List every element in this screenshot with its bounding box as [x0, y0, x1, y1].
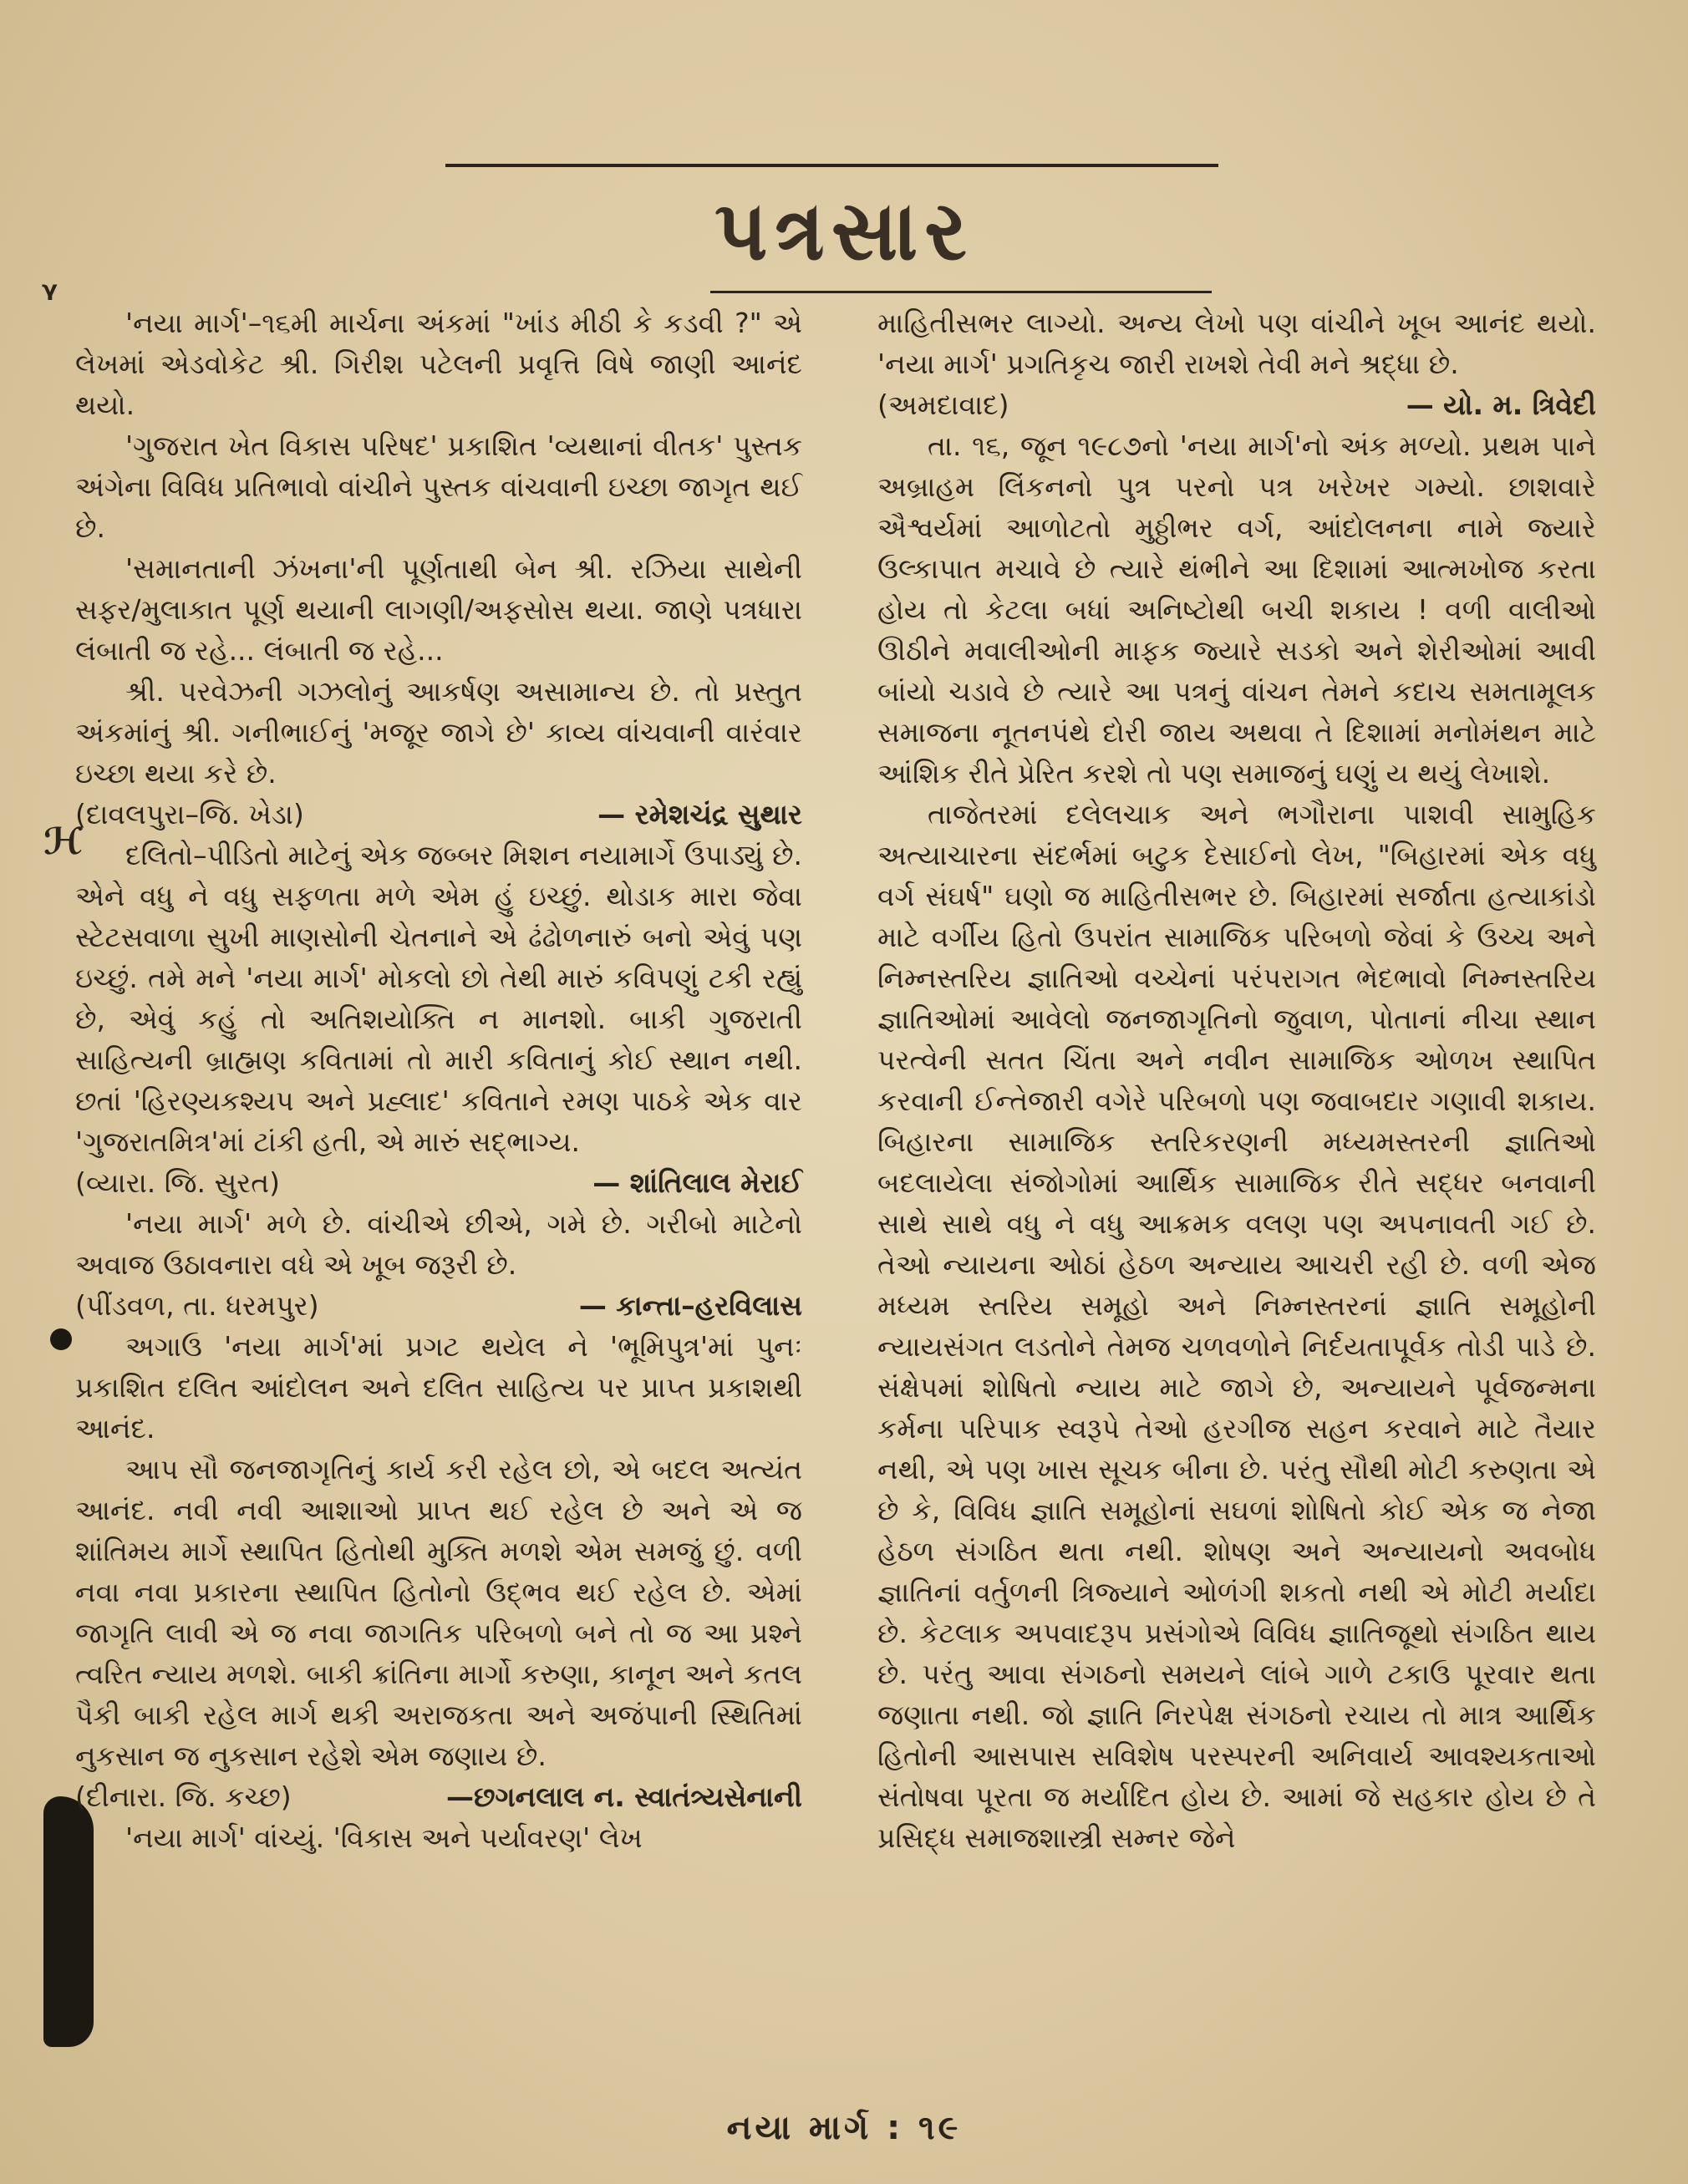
- signature-name: — યો. મ. ત્રિવેદી: [1406, 389, 1596, 421]
- letter-signature: [75, 1162, 802, 1203]
- letter-paragraph: 'નયા માર્ગ' મળે છે. વાંચીએ છીએ, ગમે છે. ગરીબો માટેનો અવાજ ઉઠાવનારા વધે એ ખૂબ જરૂરી છે.: [75, 1207, 802, 1281]
- signature-place: (દીનારા. જિ. કચ્છ): [75, 1780, 292, 1813]
- letter-paragraph: 'ગુજરાત ખેત વિકાસ પરિષદ' પ્રકાશિત 'વ્યથાનાં વીતક' પુસ્તક અંગેના વિવિધ પ્રતિભાવો વાંચીને પુસ્તક વાંચવાની ઇચ્છા જાગૃત થઈ છે.: [75, 429, 802, 544]
- letter-paragraph: 'સમાનતાની ઝંખના'ની પૂર્ણતાથી બેન શ્રી. રઝિયા સાથેની સફર/મુલાકાત પૂર્ણ થયાની લાગણી/અફસોસ થયા. જાણે પત્રધારા લંબાતી જ રહે... લંબાતી જ રહે...: [75, 552, 802, 667]
- signature-name: — શાંતિલાલ મેરાઈ: [592, 1166, 802, 1199]
- left-column: [75, 302, 802, 1858]
- letter-paragraph: અગાઉ 'નયા માર્ગ'માં પ્રગટ થયેલ ને 'ભૂમિપુત્ર'માં પુનઃ પ્રકાશિત દલિત આંદોલન અને દલિત સાહિત્ય પર પ્રાપ્ત પ્રકાશથી આનંદ.: [75, 1330, 802, 1445]
- letter-paragraph: તાજેતરમાં દલેલચાક અને ભગૌરાના પાશવી સામુહિક અત્યાચારના સંદર્ભમાં બટુક દેસાઈનો લેખ, "બિહારમાં એક વધુ વર્ગ સંઘર્ષ" ઘણો જ માહિતીસભર છે. બિહારમાં સર્જાતા હત્યાકાંડો માટે વર્ગીય હિતો ઉપરાંત સામાજિક પરિબળો જેવાં કે ઉચ્ચ અને નિમ્નસ્તરિય જ્ઞાતિઓ વચ્ચેનાં પરંપરાગત ભેદભાવો નિમ્નસ્તરિય જ્ઞાતિઓમાં આવેલો જનજાગૃતિનો જુવાળ, પોતાનાં નીચા સ્થાન પરત્વેની સતત ચિંતા અને નવીન સામાજિક ઓળખ સ્થાપિત કરવાની ઈન્તેજારી વગેરે પરિબળો પણ જવાબદાર ગણાવી શકાય. બિહારના સામાજિક સ્તરિકરણની મધ્યમસ્તરની જ્ઞાતિઓ બદલાયેલા સંજોગોમાં આર્થિક સામાજિક રીતે સદ્ધર બનવાની સાથે સાથે વધુ ને વધુ આક્રમક વલણ પણ અપનાવતી ગઈ છે. તેઓ ન્યાયના ઓઠાં હેઠળ અન્યાય આચરી રહી છે. વળી એજ મધ્યમ સ્તરિય સમૂહો અને નિમ્નસ્તરનાં જ્ઞાતિ સમૂહોની ન્યાયસંગત લડતોને તેમજ ચળવળોને નિર્દયતાપૂર્વક તોડી પાડે છે. સંક્ષેપમાં શોષિતો ન્યાય માટે જાગે છે, અન્યાયને પૂર્વજન્મના કર્મના પરિપાક સ્વરૂપે તેઓ હરગીજ સહન કરવાને માટે તૈયાર નથી, એ પણ ખાસ સૂચક બીના છે. પરંતુ સૌથી મોટી કરુણતા એ છે કે, વિવિધ જ્ઞાતિ સમૂહોનાં સઘળાં શોષિતો કોઈ એક જ નેજા હેઠળ સંગઠિત થતા નથી. શોષણ અને અન્યાયનો અવબોધ જ્ઞાતિનાં વર્તુળની ત્રિજ્યાને ઓળંગી શકતો નથી એ મોટી મર્યાદા છે. કેટલાક અપવાદરૂપ પ્રસંગોએ વિવિધ જ્ઞાતિજૂથો સંગઠિત થાય છે. પરંતુ આવા સંગઠનો સમયને લાંબે ગાળે ટકાઉ પૂરવાર થતા જણાતા નથી. જો જ્ઞાતિ નિરપેક્ષ સંગઠનો રચાય તો માત્ર આર્થિક હિતોની આસપાસ સવિશેષ પરસ્પરની અનિવાર્ય આવશ્યકતાઓ સંતોષવા પૂરતા જ મર્યાદિત હોય છે. આમાં જે સહકાર હોય છે તે પ્રસિદ્ધ સમાજશાસ્ત્રી સમ્નર જેને: [877, 798, 1596, 1854]
- letter-signature: [877, 384, 1596, 425]
- margin-mark: ℋ: [43, 820, 84, 863]
- signature-name: — કાન્તા–હરવિલાસ: [578, 1289, 802, 1322]
- letter-signature: [75, 794, 802, 835]
- margin-mark: ᵞ: [42, 274, 58, 317]
- signature-name: —છગનલાલ ન. સ્વાતંત્ર્યસેનાની: [446, 1780, 802, 1813]
- right-column: [877, 302, 1596, 1858]
- page-footer: નયા માર્ગ : ૧૯: [726, 2109, 962, 2147]
- signature-place: (વ્યારા. જિ. સુરત): [75, 1166, 280, 1199]
- letter-paragraph: માહિતીસભર લાગ્યો. અન્ય લેખો પણ વાંચીને ખૂબ આનંદ થયો. 'નયા માર્ગ' પ્રગતિકૃચ જારી રાખશે તેવી મને શ્રદ્ધા છે.: [877, 307, 1596, 380]
- letter-paragraph: શ્રી. પરવેઝની ગઝલોનું આકર્ષણ અસામાન્ય છે. તો પ્રસ્તુત અંકમાંનું શ્રી. ગનીભાઈનું 'મજૂર જાગે છે' કાવ્ય વાંચવાની વારંવાર ઇચ્છા થયા કરે છે.: [75, 675, 802, 790]
- letter-signature: [75, 1776, 802, 1817]
- letter-paragraph: દલિતો–પીડિતો માટેનું એક જબ્બર મિશન નયામાર્ગે ઉપાડ્યું છે. એને વધુ ને વધુ સફળતા મળે એમ હું ઇચ્છું. થોડાક મારા જેવા સ્ટેટસવાળા સુખી માણસોની ચેતનાને એ ઢંઢોળનારું બનો એવું પણ ઇચ્છું. તમે મને 'નયા માર્ગ' મોકલો છો તેથી મારું કવિપણું ટકી રહ્યું છે, એવું કહું તો અતિશયોક્તિ ન માનશો. બાકી ગુજરાતી સાહિત્યની બ્રાહ્મણ કવિતામાં તો મારી કવિતાનું કોઈ સ્થાન નથી. છતાં 'હિરણ્યકશ્યપ અને પ્રહ્લાદ' કવિતાને રમણ પાઠકે એક વાર 'ગુજરાતમિત્ર'માં ટાંકી હતી, એ મારું સદ્ભાગ્ય.: [75, 839, 802, 1158]
- letter-signature: [75, 1285, 802, 1326]
- signature-place: (દાવલપુરા–જિ. ખેડા): [75, 798, 304, 830]
- letter-paragraph: 'નયા માર્ગ'–૧૬મી માર્ચના અંકમાં "ખાંડ મીઠી કે કડવી ?" એ લેખમાં એડવોકેટ શ્રી. ગિરીશ પટેલની પ્રવૃત્તિ વિષે જાણી આનંદ થયો.: [75, 307, 802, 421]
- section-masthead: પત્રસાર: [714, 184, 974, 279]
- letter-paragraph: આપ સૌ જનજાગૃતિનું કાર્ય કરી રહેલ છો, એ બદલ અત્યંત આનંદ. નવી નવી આશાઓ પ્રાપ્ત થઈ રહેલ છે અને એ જ શાંતિમય માર્ગે સ્થાપિત હિતોથી મુક્તિ મળશે એમ સમજું છું. વળી નવા નવા પ્રકારના સ્થાપિત હિતોનો ઉદ્ભવ થઈ રહેલ છે. એમાં જાગૃતિ લાવી એ જ નવા જાગતિક પરિબળો બને તો જ આ પ્રશ્ને ત્વરિત ન્યાય મળશે. બાકી ક્રાંતિના માર્ગો કરુણા, કાનૂન અને કતલ પૈકી બાકી રહેલ માર્ગ થકી અરાજકતા અને અજંપાની સ્થિતિમાં નુકસાન જ નુકસાન રહેશે એમ જણાય છે.: [75, 1453, 802, 1772]
- signature-name: — રમેશચંદ્ર સુથાર: [597, 798, 802, 830]
- signature-place: (અમદાવાદ): [877, 389, 1009, 421]
- signature-place: (પીંડવળ, તા. ધરમપુર): [75, 1289, 319, 1322]
- letter-paragraph: તા. ૧૬, જૂન ૧૯૮૭નો 'નયા માર્ગ'નો અંક મળ્યો. પ્રથમ પાને અબ્રાહમ લિંકનનો પુત્ર પરનો પત્ર ખરેખર ગમ્યો. છાશવારે ઐશ્વર્યમાં આળોટતો મુઠ્ઠીભર વર્ગ, આંદોલનના નામે જ્યારે ઉલ્કાપાત મચાવે છે ત્યારે થંભીને આ દિશામાં આત્મખોજ કરતા હોય તો કેટલા બધાં અનિષ્ટોથી બચી શકાય ! વળી વાલીઓ ઊઠીને મવાલીઓની માફક જ્યારે સડકો અને શેરીઓમાં આવી બાંયો ચડાવે છે ત્યારે આ પત્રનું વાંચન તેમને કદાચ સમતામૂલક સમાજના નૂતનપંથે દોરી જાય અથવા તે દિશામાં મનોમંથન માટે આંશિક રીતે પ્રેરિત કરશે તો પણ સમાજનું ઘણું ય થયું લેખાશે.: [877, 429, 1596, 790]
- top-rule: [445, 164, 1218, 167]
- masthead-underline: [710, 291, 1212, 293]
- page-damage: [50, 1328, 72, 1350]
- letter-paragraph: 'નયા માર્ગ' વાંચ્યું. 'વિકાસ અને પર્યાવરણ' લેખ: [125, 1821, 643, 1854]
